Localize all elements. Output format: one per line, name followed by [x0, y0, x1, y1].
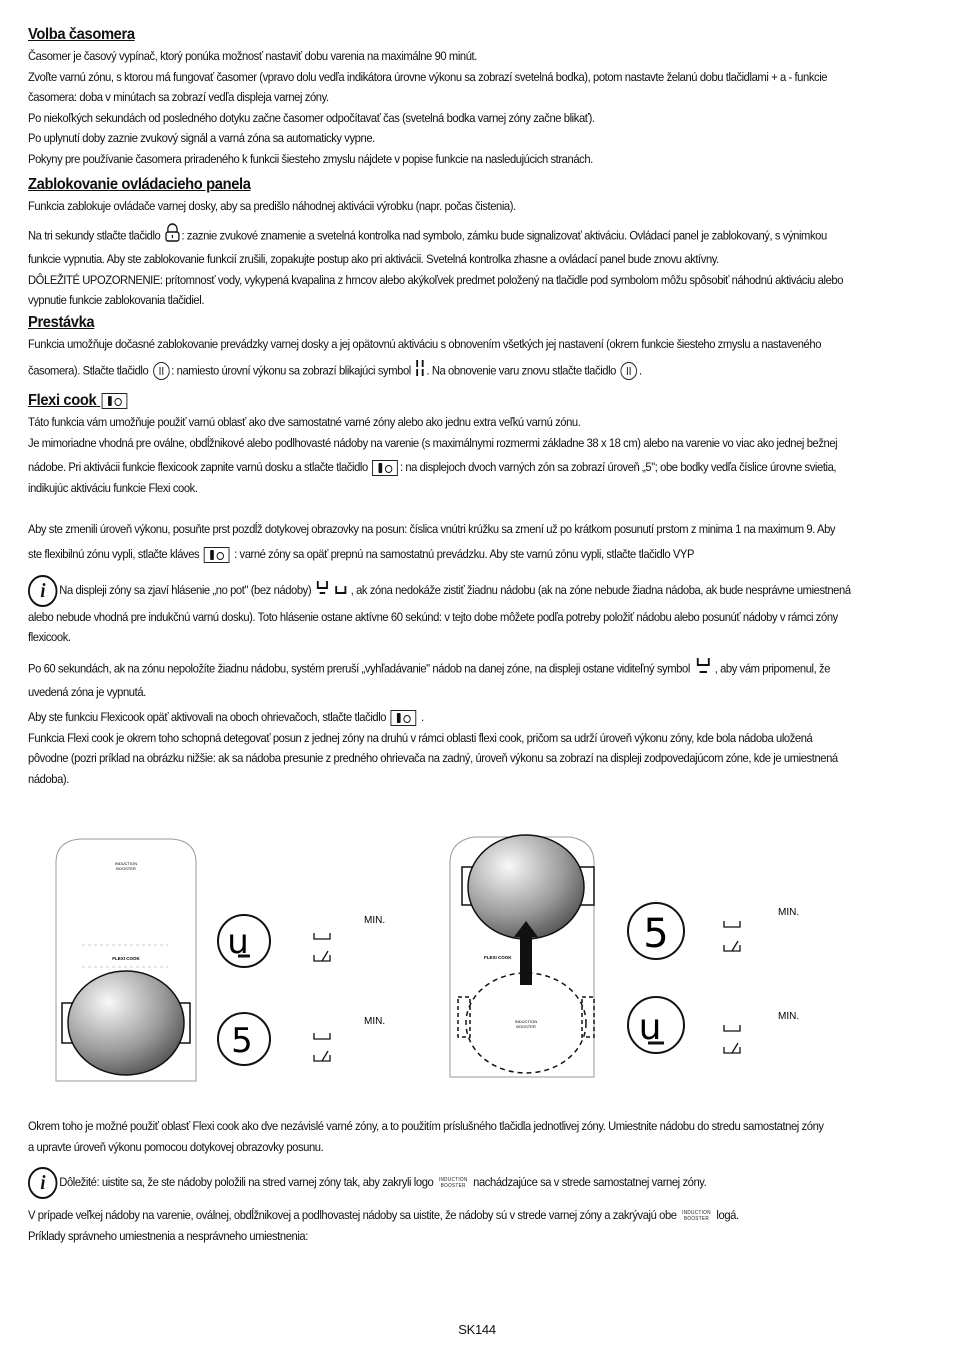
flexi-cook-illustration	[52, 833, 832, 1083]
flexi-p6: ste flexibilnú zónu vypli, stlačte kláves : varné zóny sa opäť prepnú na samostatnú prevádzku. Aby ste varnú zónu vypli, stlačte tlačidlo VYP	[28, 546, 695, 561]
blinking-pause-symbol-icon	[414, 359, 427, 384]
flexi-p1: Táto funkcia vám umožňuje použiť varnú oblasť ako dve samostatné varné zóny alebo ako jednu extra veľkú varnú zónu.	[28, 415, 581, 429]
induction-logo-bottom: INDUCTION	[514, 1019, 538, 1024]
flexi-cook-label: FLEXI COOK	[484, 955, 512, 960]
flexi-p15: nádoba).	[28, 771, 69, 786]
induction-booster-logo: INDUCTION BOOSTER	[438, 1177, 468, 1190]
flexi-key-icon	[102, 393, 128, 409]
section-timer	[28, 24, 852, 170]
flexi-p10: Po 60 sekundách, ak na zónu nepoložíte žiadnu nádobu, systém preruší „vyhľadávanie" nádob na danej zóne, na displeji ostane viditeľný symbol , aby vám pripomenul, že	[28, 656, 852, 683]
flexi-p12: Aby ste funkciu Flexicook opäť aktivovali na oboch ohrievačoch, stlačte tlačidlo .	[28, 709, 424, 724]
after-p1: Okrem toho je možné použiť oblasť Flexi cook ako dve nezávislé varné zóny, a to použitím príslušného tlačidla jednotlivej zóny. Umiestnite nádobu do stredu samostatnej zóny	[28, 1119, 824, 1133]
timer-line-1: Časomer je časový vypínač, ktorý ponúka možnosť nastaviť dobu varenia na maximálne 90 minút.	[28, 49, 477, 63]
section-pause	[28, 312, 852, 383]
timer-line-6: Pokyny pre používanie časomera priradeného k funkcii šiesteho zmyslu nájdete v popise funkcie na nasledujúcich stranách.	[28, 151, 593, 166]
pause-icon	[621, 362, 638, 380]
induction-booster-logo: INDUCTION BOOSTER	[682, 1209, 711, 1222]
pause-line-1: Funkcia umožňuje dočasné zablokovanie prevádzky varnej dosky a jej opätovnú aktiváciu s obnovením všetkých jej nastavení (okrem funkcie šiesteho zmyslu a nastaveného	[28, 337, 822, 351]
flexi-p13: Funkcia Flexi cook je okrem toho schopná detegovať posun z jednej zóny na druhú v rámci oblasti flexi cook, pričom sa udrží úroveň výkonu zóny, kde bola nádoba uložená	[28, 730, 813, 745]
timer-line-4: Po niekoľkých sekundách od posledného dotyku začne časomer odpočítavať čas (svetelná bodka varnej zóny začne blikať).	[28, 110, 595, 125]
left-bottom-display: 5	[231, 1021, 253, 1061]
lock-line-5: vypnutie funkcie zablokovania tlačidiel.	[28, 293, 205, 308]
pause-icon	[153, 362, 170, 380]
page-number: SK144	[458, 1322, 496, 1337]
lock-line-2: Na tri sekundy stlačte tlačidlo : zaznie zvukové znamenie a svetelná kontrolka nad symbolo, zámku bude signalizovať aktiváciu. Ovládací panel je zablokovaný, s výnimkou	[28, 223, 852, 250]
right-top-display: 5	[643, 911, 669, 957]
induction-logo-top: INDUCTION	[114, 861, 138, 866]
timer-line-2: Zvoľte varnú zónu, s ktorou má fungovať časomer (vpravo dolu vedľa indikátora úrovne výkonu sa zobrazí svetelná bodka), potom nastavte želanú dobu tlačidlami + a - funkcie	[28, 69, 828, 84]
section-title-lock: Zablokovanie ovládacieho panela	[28, 176, 251, 193]
section-lock	[28, 174, 852, 311]
lock-line-3: funkcie vypnutia. Aby ste zablokovanie funkcií zrušili, zopakujte postup ako pri aktivácii. Svetelná kontrolka zhasne a ovládací panel bude znovu aktívny.	[28, 252, 719, 267]
right-controls	[628, 903, 799, 1053]
flexi-p5: Aby ste zmenili úroveň výkonu, posuňte prst pozdĺž dotykovej obrazovky na posun: číslica vnútri krúžku sa zmení už po krátkom posunutí prstom z minima 1 na maximum 9. Aby	[28, 522, 836, 537]
booster-logo-top: BOOSTER	[116, 866, 136, 871]
flexi-p4: indikujúc aktiváciu funkcie Flexi cook.	[28, 480, 198, 495]
after-p5: Príklady správneho umiestnenia a nesprávneho umiestnenia:	[28, 1228, 308, 1243]
section-title-flexi: Flexi cook	[28, 390, 852, 412]
booster-logo-bottom: BOOSTER	[516, 1024, 536, 1029]
flexi-key-icon	[204, 547, 230, 563]
flexi-key-icon	[372, 460, 398, 476]
after-p4: V prípade veľkej nádoby na varenie, oválnej, obdĺžnikovej a podlhovastej nádoby sa uistite, že nádoby sú v strede varnej zóny a zakrývajú obe INDUCTION BOOSTER logá.	[28, 1208, 739, 1223]
pause-line-2: časomera). Stlačte tlačidlo : namiesto úrovní výkonu sa zobrazí blikajúci symbol . Na obnovenie varu znovu stlačte tlačidlo .	[28, 359, 852, 384]
left-top-display: u	[227, 922, 249, 962]
flexi-p8: alebo nebude vhodná pre indukčnú varnú dosku). Toto hlásenie ostane aktívne 60 sekúnd: v tejto dobe môžete podľa potreby položiť nádobu alebo posunúť nádoby v rámci zóny	[28, 609, 838, 624]
min-label: MIN.	[364, 915, 386, 926]
flexi-p2: Je mimoriadne vhodná pre oválne, obdĺžnikové alebo podlhovasté nádoby na varenie (s maximálnymi rozmermi základne 38 x 18 cm) alebo na varenie vo viac ako jednej bežnej	[28, 435, 838, 450]
lock-line-4: DÔLEŽITÉ UPOZORNENIE: prítomnosť vody, vykypená kvapalina z hrncov alebo akýkoľvek predmet položený na tlačidle pod symbolom môžu spôsobiť náhodnú aktiváciu alebo	[28, 272, 844, 287]
min-label: MIN.	[364, 1016, 386, 1027]
no-pot-symbol-icon	[693, 656, 715, 683]
info-icon: i	[28, 575, 57, 607]
min-label: MIN.	[778, 1011, 800, 1022]
flexi-cook-diagram	[52, 833, 832, 1083]
flexi-cook-label: FLEXI COOK	[112, 956, 140, 961]
flexi-p14: pôvodne (pozri príklad na obrázku nižšie: ak sa nádoba presunie z predného ohrievača na zadný, úroveň výkonu sa zobrazí na displeji zodpovedajúcom zóne, kde je umiestnená	[28, 751, 838, 766]
lock-icon	[163, 223, 181, 250]
no-pot-symbol-icon	[314, 578, 351, 603]
after-p3: i Dôležité: uistite sa, že ste nádoby položili na stred varnej zóny tak, aby zakryli logo INDUCTION BOOSTER nachádzajúce sa v strede samostatnej varnej zóny.	[28, 1167, 852, 1199]
section-title-pause: Prestávka	[28, 314, 95, 331]
right-bottom-display: u	[638, 1007, 662, 1048]
pot	[68, 971, 184, 1075]
right-hob	[450, 835, 594, 1077]
section-flexi-cook	[28, 390, 852, 789]
lock-line-1: Funkcia zablokuje ovládače varnej dosky, aby sa predišlo náhodnej aktivácii výrobku (napr. počas čistenia).	[28, 199, 516, 213]
flexi-p3: nádobe. Pri aktivácii funkcie flexicook zapnite varnú dosku a stlačte tlačidlo : na displejoch dvoch varných zón sa zobrazí úroveň „5"; obe bodky vedľa číslice úrovne svietia,	[28, 460, 837, 475]
timer-line-3: časomera: doba v minútach sa zobrazí vedľa displeja varnej zóny.	[28, 90, 329, 105]
left-hob	[56, 839, 196, 1081]
min-label: MIN.	[778, 907, 800, 918]
section-after-figure	[28, 1116, 852, 1246]
timer-line-5: Po uplynutí doby zaznie zvukový signál a varná zóna sa automaticky vypne.	[28, 131, 375, 146]
info-icon: i	[28, 1167, 57, 1199]
flexi-p11: uvedená zóna je vypnutá.	[28, 685, 146, 700]
after-p2: a upravte úroveň výkonu pomocou dotykovej obrazovky posunu.	[28, 1139, 324, 1154]
flexi-p9: flexicook.	[28, 630, 71, 645]
flexi-p7: i Na displeji zóny sa zjaví hlásenie „no pot" (bez nádoby) , ak zóna nedokáže zistiť žiadnu nádobu (ak na zóne nebude žiadna nádoba, ak bude nesprávne umiestnená	[28, 575, 852, 607]
left-controls	[218, 915, 385, 1065]
section-title-timer: Volba časomera	[28, 26, 135, 43]
flexi-key-icon	[391, 710, 417, 726]
